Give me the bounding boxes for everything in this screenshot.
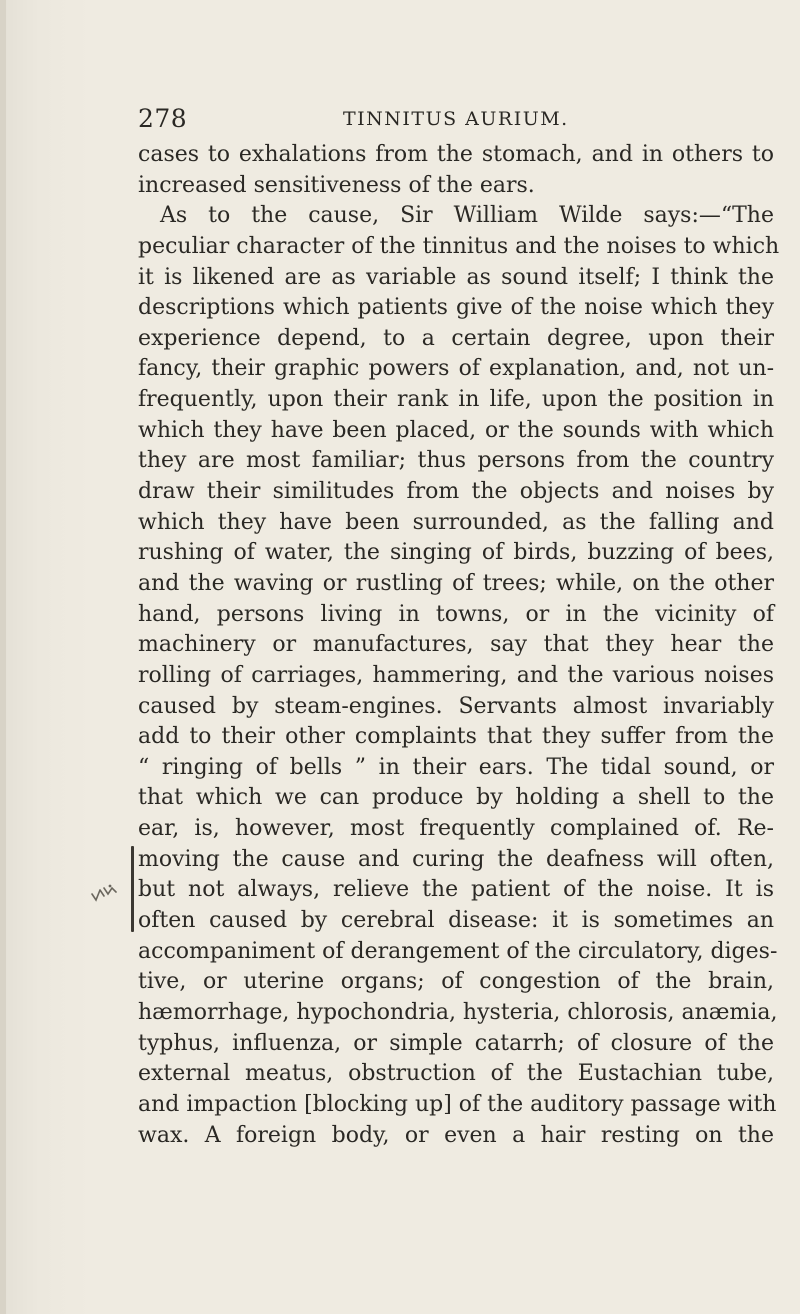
text-line: that which we can produce by holding a shell to the	[138, 785, 774, 811]
text-line: frequently, upon their rank in life, upon the position in	[138, 387, 774, 413]
running-title: TINNITUS AURIUM.	[343, 108, 569, 130]
text-line: wax. A foreign body, or even a hair resting on the	[138, 1122, 774, 1148]
text-line: ear, is, however, most frequently complained of. Re-	[138, 816, 774, 842]
text-line: caused by steam-engines. Servants almost invariably	[138, 693, 774, 719]
text-line: and impaction [blocking up] of the auditory passage with	[138, 1091, 777, 1117]
page-gutter-edge	[0, 0, 6, 1314]
pencil-mark-icon	[88, 880, 122, 904]
text-line: but not always, relieve the patient of the noise. It is	[138, 877, 774, 903]
text-line: and the waving or rustling of trees; while, on the other	[138, 570, 774, 596]
page-number: 278	[138, 104, 188, 133]
text-line: tive, or uterine organs; of congestion of the brain,	[138, 969, 774, 995]
text-line: hand, persons living in towns, or in the vicinity of	[138, 601, 774, 627]
text-line: increased sensitiveness of the ears.	[138, 172, 535, 198]
text-line: peculiar character of the tinnitus and the noises to which	[138, 233, 780, 259]
text-line: machinery or manufactures, say that they hear the	[138, 632, 774, 658]
text-line: rolling of carriages, hammering, and the various noises	[138, 662, 774, 688]
text-line: which they have been placed, or the sounds with which	[138, 417, 774, 443]
text-line: moving the cause and curing the deafness will often,	[138, 846, 774, 872]
text-line: it is likened are as variable as sound itself; I think the	[138, 264, 774, 290]
text-line: typhus, influenza, or simple catarrh; of closure of the	[138, 1030, 774, 1056]
text-line: often caused by cerebral disease: it is sometimes an	[138, 908, 774, 934]
text-line: external meatus, obstruction of the Eustachian tube,	[138, 1061, 774, 1087]
body-text	[138, 140, 780, 1151]
text-line: descriptions which patients give of the noise which they	[138, 295, 774, 321]
text-line: fancy, their graphic powers of explanation, and, not un-	[138, 356, 774, 382]
text-line: experience depend, to a certain degree, upon their	[138, 325, 774, 351]
text-line: rushing of water, the singing of birds, buzzing of bees,	[138, 540, 774, 566]
margin-marking-bar	[131, 846, 134, 932]
text-line: cases to exhalations from the stomach, and in others to	[138, 142, 774, 167]
text-line: which they have been surrounded, as the falling and	[138, 509, 774, 535]
text-line: accompaniment of derangement of the circulatory, diges-	[138, 938, 778, 964]
text-line: hæmorrhage, hypochondria, hysteria, chlorosis, anæmia,	[138, 999, 778, 1025]
text-line: “ ringing of bells ” in their ears. The tidal sound, or	[138, 754, 774, 780]
text-line: they are most familiar; thus persons from the country	[138, 448, 774, 474]
text-line: add to their other complaints that they suffer from the	[138, 724, 774, 750]
running-head	[138, 104, 778, 134]
text-line: draw their similitudes from the objects and noises by	[138, 479, 774, 505]
text-line: As to the cause, Sir William Wilde says:—“The	[160, 203, 774, 229]
